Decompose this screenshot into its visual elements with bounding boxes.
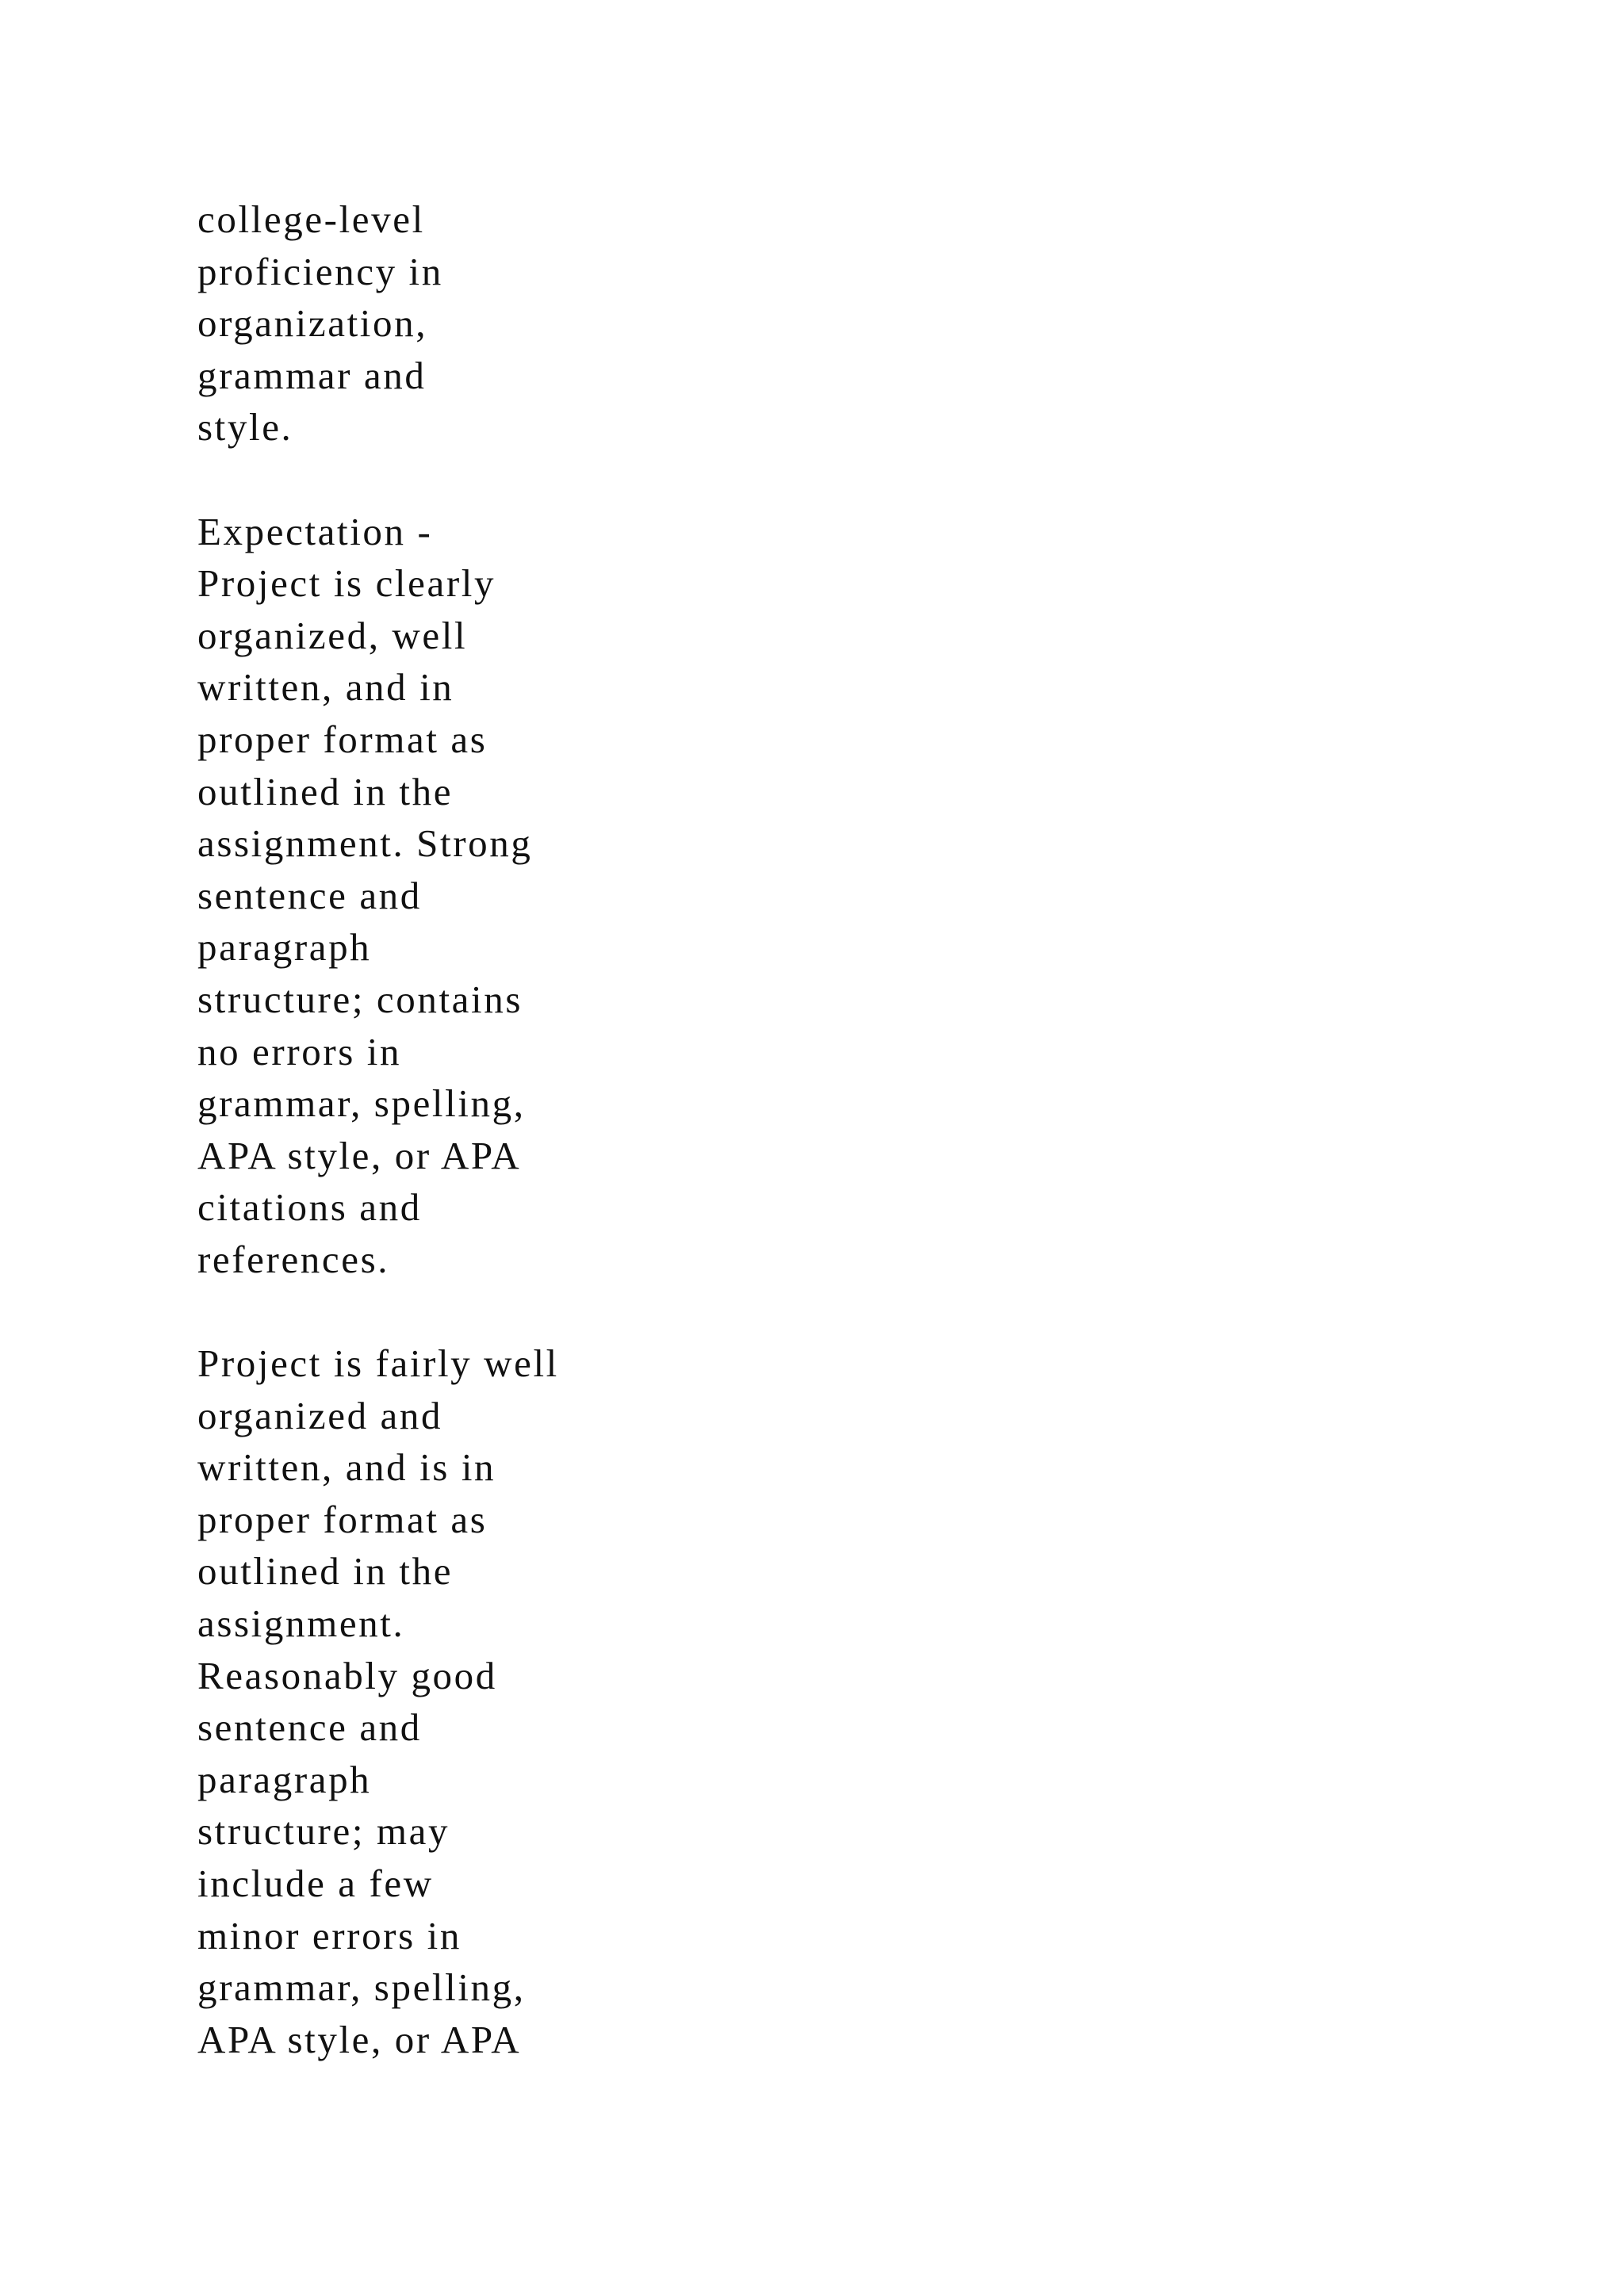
text-line: APA style, or APA — [197, 1133, 522, 1177]
text-line: paragraph — [197, 925, 372, 970]
text-line: organization, — [197, 301, 428, 346]
text-line: assignment. — [197, 1601, 405, 1646]
text-line: no errors in — [197, 1029, 402, 1073]
text-line: grammar, spelling, — [197, 1965, 526, 2010]
text-line: APA style, or APA — [197, 2017, 522, 2061]
text-line: Project is fairly well — [197, 1341, 559, 1386]
text-line: organized and — [197, 1393, 443, 1437]
text-line: structure; may — [197, 1809, 450, 1854]
text-line: sentence and — [197, 873, 422, 917]
text-line: citations and — [197, 1185, 422, 1230]
paragraph-college-level-proficiency — [197, 193, 800, 453]
text-line: proficiency in — [197, 249, 443, 293]
document-text-column — [197, 193, 800, 2065]
text-line: organized, well — [197, 613, 468, 657]
text-line: Reasonably good — [197, 1653, 497, 1697]
text-line: college-level — [197, 197, 425, 241]
text-line: Expectation - — [197, 509, 433, 553]
text-line: include a few — [197, 1862, 434, 1905]
paragraph-fairly-well-organized — [197, 1337, 800, 2065]
text-line: minor errors in — [197, 1913, 462, 1957]
text-line: grammar, spelling, — [197, 1081, 526, 1126]
text-line: Project is clearly — [197, 561, 496, 606]
text-line: assignment. Strong — [197, 821, 533, 866]
text-line: structure; contains — [197, 977, 523, 1021]
text-line: proper format as — [197, 717, 488, 761]
text-line: paragraph — [197, 1757, 372, 1801]
text-line: references. — [197, 1237, 390, 1281]
text-line: outlined in the — [197, 1549, 454, 1594]
text-line: style. — [197, 405, 293, 450]
paragraph-spacer — [197, 1285, 800, 1337]
text-line: written, and is in — [197, 1445, 496, 1490]
paragraph-expectation — [197, 506, 800, 1286]
paragraph-spacer — [197, 453, 800, 506]
text-line: sentence and — [197, 1705, 422, 1750]
text-line: outlined in the — [197, 769, 454, 813]
text-line: proper format as — [197, 1497, 488, 1541]
text-line: written, and in — [197, 665, 454, 710]
text-line: grammar and — [197, 353, 427, 397]
